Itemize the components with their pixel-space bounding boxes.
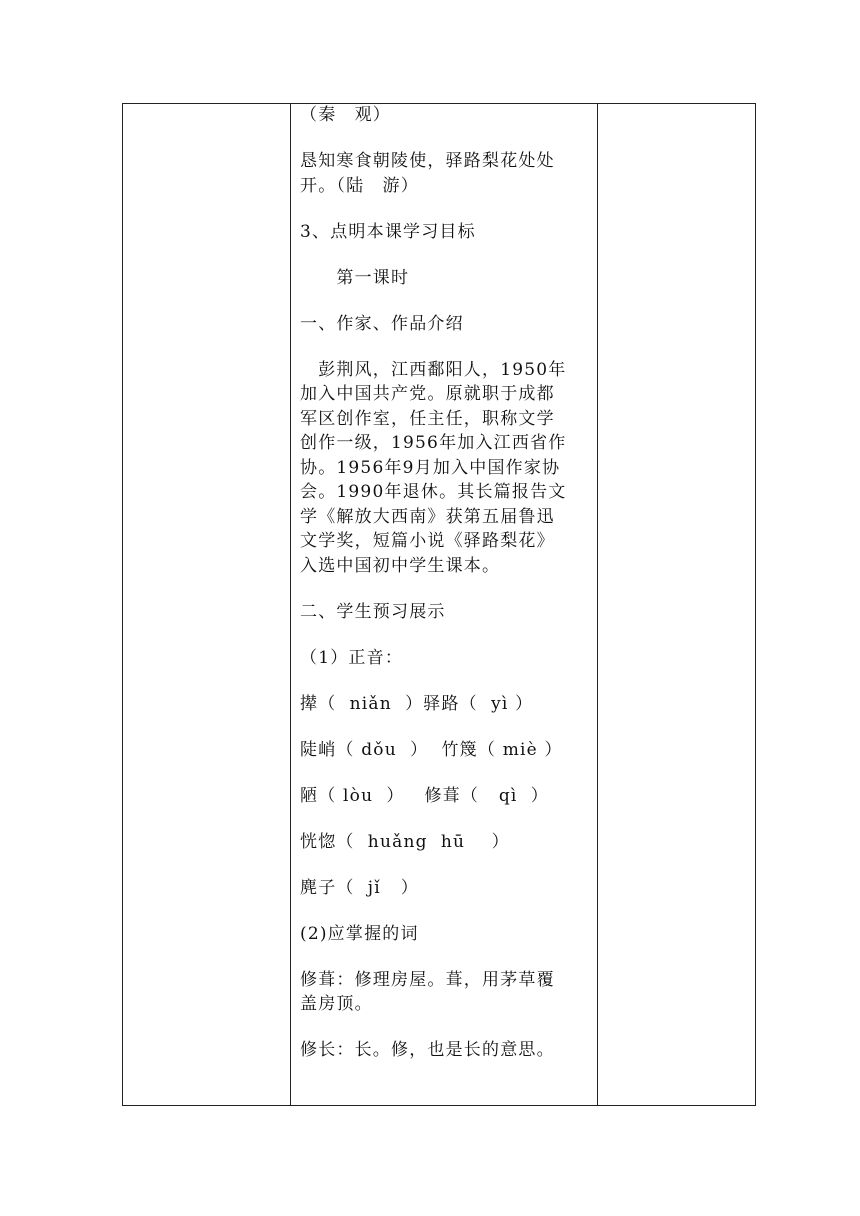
poem-attribution-lu: 开。（陆 游） — [300, 175, 419, 196]
poem-line: 恳知寒食朝陵使，驿路梨花处处 — [300, 151, 555, 171]
bio-line: 文学奖，短篇小说《驿路梨花》 — [300, 531, 555, 551]
lesson-content-cell — [300, 103, 592, 1063]
column-divider-right — [597, 104, 598, 1105]
bio-line: 会。1990年退休。其长篇报告文 — [300, 482, 567, 502]
author-bio-paragraph — [300, 358, 592, 579]
vocab-heading: (2)应掌握的词 — [300, 923, 419, 944]
pinyin-line: 麂子（ jǐ ） — [300, 877, 419, 898]
pinyin-line: 撵（ niǎn ）驿路（ yì ） — [300, 693, 534, 714]
bio-line: 学《解放大西南》获第五届鲁迅 — [300, 506, 555, 527]
pinyin-line: 陋（ lòu ） 修葺（ qì ） — [300, 785, 549, 806]
bio-line: 入选中国初中学生课本。 — [300, 555, 501, 576]
pronunciation-heading: （1）正音： — [300, 647, 404, 668]
column-divider-left — [290, 104, 291, 1105]
pinyin-line: 恍惚（ huǎng hū ） — [300, 831, 510, 852]
preview-heading: 二、学生预习展示 — [300, 601, 446, 622]
lesson-period-heading: 第一课时 — [300, 267, 410, 288]
bio-line: 彭荆风，江西鄱阳人，1950年 — [300, 359, 567, 380]
poem-attribution-qin: （秦 观） — [300, 105, 391, 125]
objective-heading: 3、点明本课学习目标 — [300, 221, 476, 242]
bio-line: 军区创作室，任主任，职称文学 — [300, 408, 555, 429]
author-intro-heading: 一、作家、作品介绍 — [300, 313, 464, 334]
bio-line: 协。1956年9月加入中国作家协 — [300, 457, 561, 478]
vocab-definition: 修长：长。修，也是长的意思。 — [300, 1040, 555, 1060]
vocab-definition: 修葺：修理房屋。葺，用茅草覆 — [300, 969, 555, 990]
bio-line: 创作一级，1956年加入江西省作 — [300, 433, 567, 453]
bio-line: 加入中国共产党。原就职于成都 — [300, 384, 555, 404]
pinyin-line: 陡峭（ dǒu ） 竹篾（ miè ） — [300, 739, 563, 760]
vocab-definition-cont: 盖房顶。 — [300, 994, 373, 1014]
